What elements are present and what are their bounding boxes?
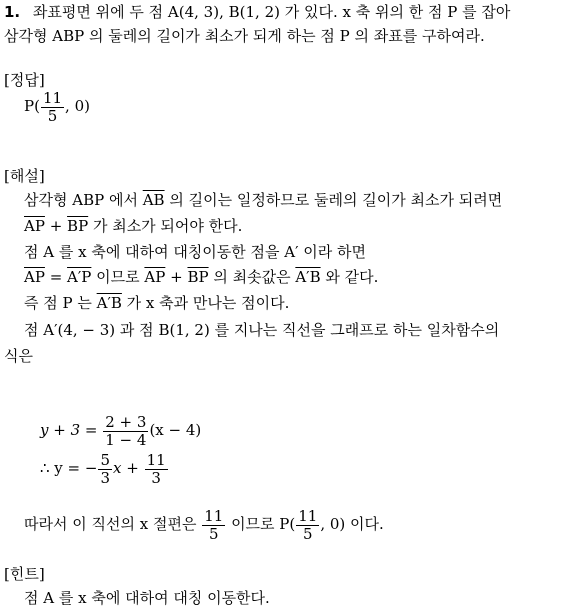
problem-text-2: 삼각형 ABP 의 둘레의 길이가 최소가 되게 하는 점 P 의 좌표를 구하여라.: [4, 27, 485, 45]
sol-l8c: , 0) 이다.: [320, 515, 384, 533]
sol-l4h: 의 최솟값은: [208, 268, 296, 286]
equation-2: [40, 448, 169, 488]
sol-l4j: 와 같다.: [320, 268, 379, 286]
eq2-num2: 11: [146, 450, 166, 469]
sol-l2d: 가 최소가 되어야 한다.: [88, 217, 243, 235]
eq2-mid: x +: [113, 459, 144, 477]
problem-text-1: 좌표평면 위에 두 점 A(4, 3), B(1, 2) 가 있다. x 축 위의 한 점 P 를 잡아: [32, 3, 511, 21]
answer-prefix: P(: [24, 97, 40, 115]
solution-line-1: [24, 190, 502, 210]
eq1-den: 1 − 4: [105, 430, 147, 449]
eq2-fraction-1: [98, 452, 112, 487]
segment-ap: $\overline{AP}$: [24, 217, 45, 235]
answer-suffix: , 0): [65, 97, 90, 115]
solution-heading: [해설]: [4, 167, 45, 185]
sol-l1a: 삼각형 ABP 에서: [24, 191, 143, 209]
eq2-num: 5: [100, 450, 111, 469]
eq2-left: ∴ y = −: [40, 459, 98, 477]
eq1-left: y + 3 =: [40, 421, 103, 439]
segment-ap-3: $\overline{AP}$: [144, 268, 166, 286]
sol-l8b: 이므로 P(: [226, 515, 296, 533]
eq2-fraction-2: [145, 452, 168, 487]
eq1-fraction: [103, 414, 148, 449]
l8-fraction-1: [202, 508, 225, 543]
segment-a-prime-p: A′P: [67, 268, 92, 286]
segment-bp-2: $\overline{BP}$: [187, 268, 209, 286]
problem-line-2: [4, 26, 485, 46]
hint-text: 점 A 를 x 축에 대하여 대칭 이동한다.: [24, 589, 270, 607]
sol-l2b: +: [44, 217, 68, 235]
l8-den: 5: [208, 524, 219, 543]
answer-frac-num: 11: [42, 88, 63, 107]
sol-l4b: =: [44, 268, 68, 286]
eq2-den2: 3: [151, 468, 161, 487]
sol-l5a: 즉 점 P 는: [24, 294, 97, 312]
sol-l4f: +: [165, 268, 188, 286]
problem-line-1: [4, 2, 510, 22]
problem-number: 1.: [4, 3, 21, 21]
equation-1: [40, 410, 201, 450]
sol-l5c: 가 x 축과 만나는 점이다.: [121, 294, 290, 312]
sol-l8a: 따라서 이 직선의 x 절편은: [24, 515, 202, 533]
answer-value: [24, 88, 90, 125]
eq2-den: 3: [100, 468, 111, 487]
sol-l4d: 이므로: [91, 268, 145, 286]
answer-heading: [정답]: [4, 71, 45, 89]
segment-a-prime-b: A′B: [295, 268, 321, 286]
segment-ap-2: $\overline{AP}$: [24, 268, 45, 286]
l8-num: 11: [204, 506, 224, 525]
eq1-num: 2 + 3: [105, 412, 147, 431]
answer-fraction: [41, 90, 64, 125]
eq1-right: (x − 4): [149, 421, 202, 439]
segment-bp: $\overline{BP}$: [67, 217, 89, 235]
l8-den2: 5: [303, 524, 313, 543]
solution-line-4: [24, 267, 378, 287]
answer-frac-den: 5: [47, 106, 58, 125]
segment-a-prime-b-2: A′B: [96, 294, 122, 312]
l8-num2: 11: [298, 506, 318, 525]
segment-ab: $\overline{AB}$: [142, 191, 165, 209]
solution-line-3: 점 A 를 x 축에 대하여 대칭이동한 점을 A′ 이라 하면: [24, 243, 367, 261]
solution-line-5: [24, 293, 289, 313]
solution-line-8: [24, 504, 384, 544]
solution-line-2: [24, 216, 242, 236]
hint-heading: [힌트]: [4, 565, 45, 583]
solution-line-7: 식은: [4, 347, 33, 365]
sol-l1c: 의 길이는 일정하므로 둘레의 길이가 최소가 되려면: [164, 191, 503, 209]
solution-line-6: 점 A′(4, − 3) 과 점 B(1, 2) 를 지나는 직선을 그래프로 하는 일차함수의: [24, 321, 500, 339]
l8-fraction-2: [296, 508, 319, 543]
